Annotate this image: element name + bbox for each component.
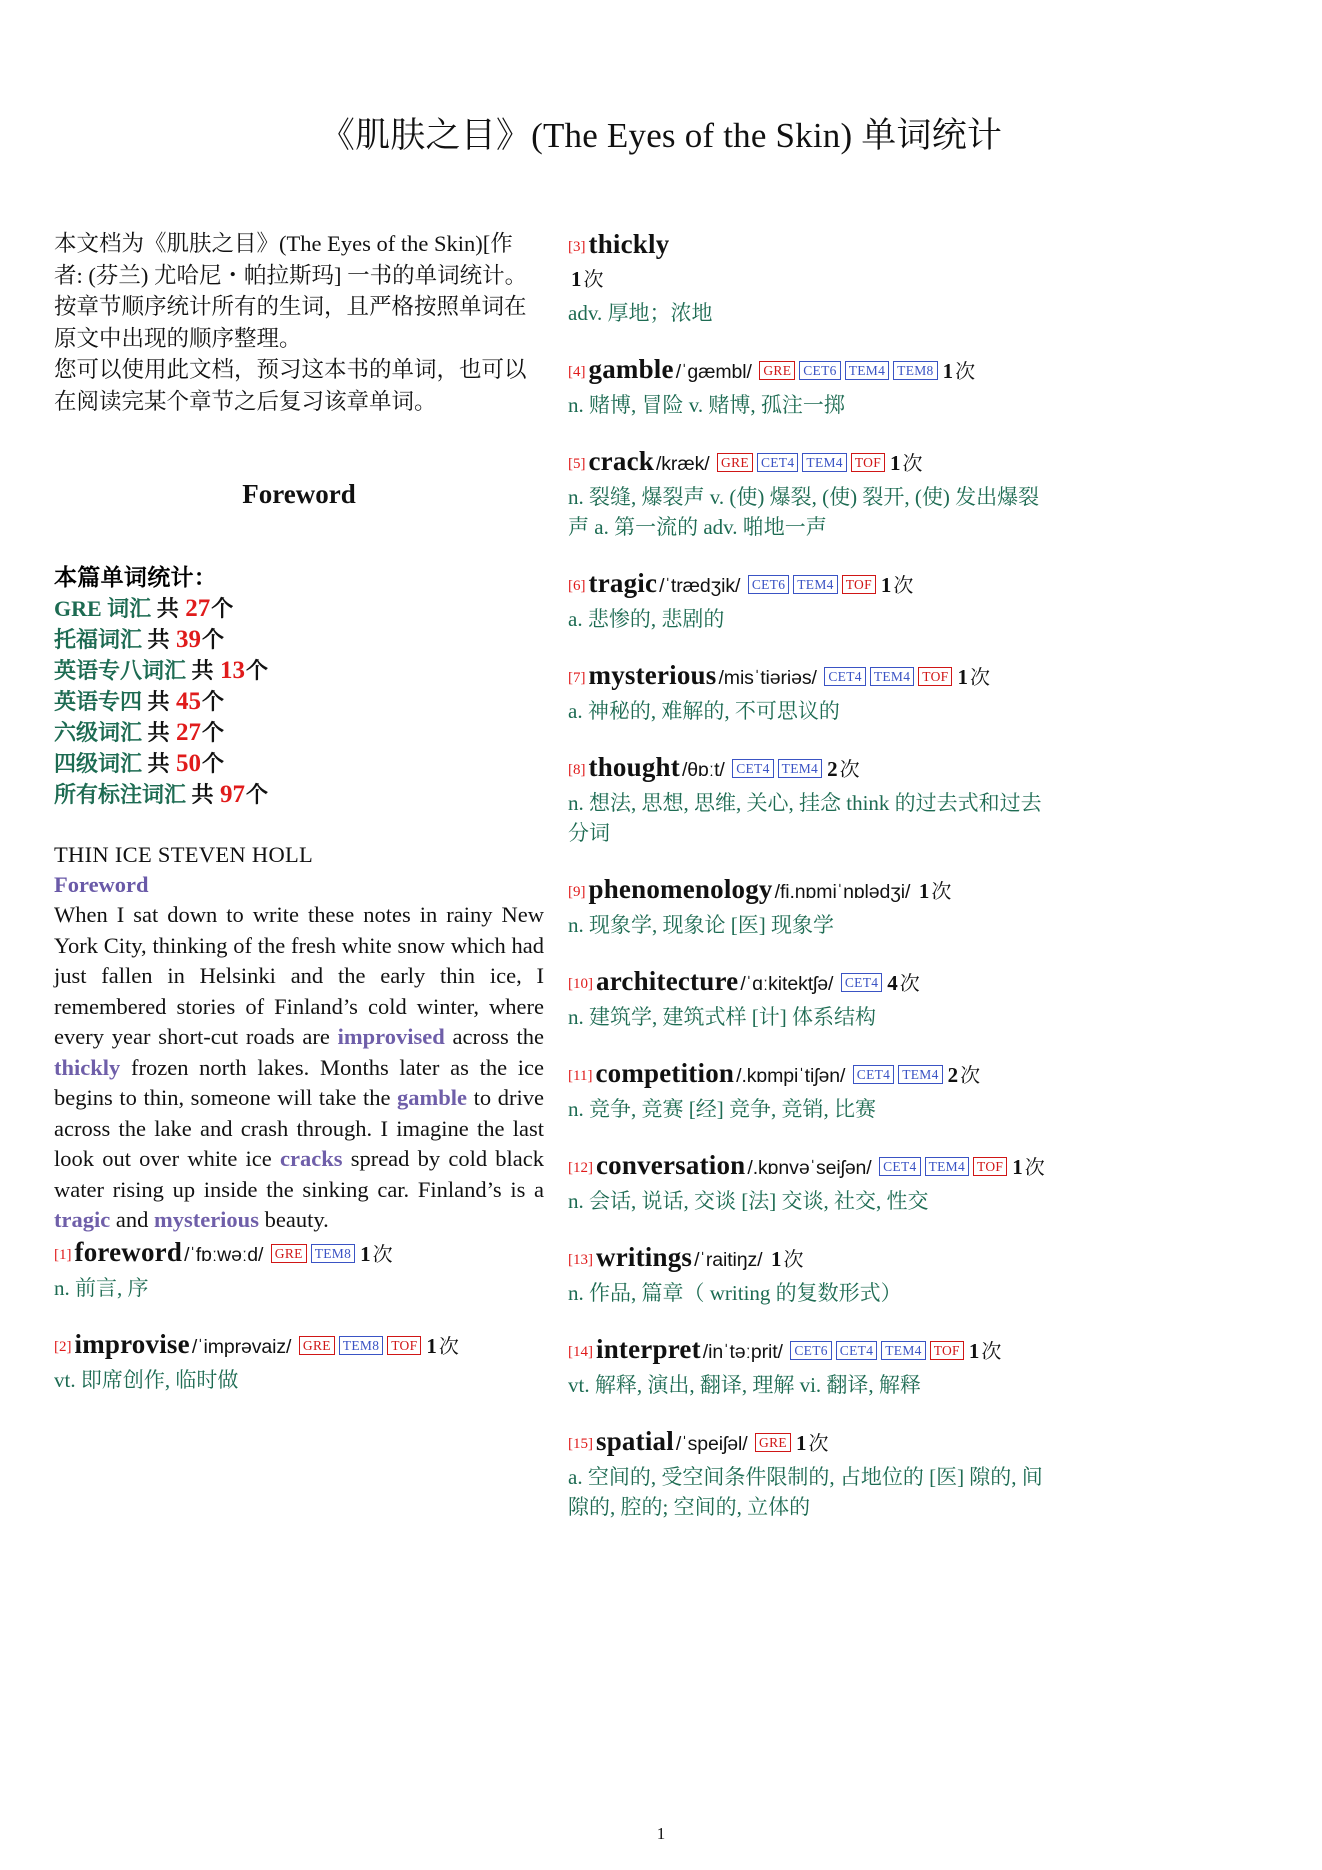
statistics-line [54, 748, 544, 779]
highlighted-word: tragic [54, 1207, 111, 1232]
entry-index: [11] [568, 1068, 593, 1084]
entry-count-row [568, 263, 1058, 296]
dictionary-entry [54, 1236, 544, 1303]
entry-occurrence-count: 1 [571, 267, 582, 291]
entry-headword: architecture [596, 966, 739, 996]
level-badge: GRE [717, 453, 753, 472]
statistics-unit: 个 [202, 751, 225, 776]
entry-header [568, 873, 1058, 908]
level-badge: TEM8 [311, 1244, 355, 1263]
entry-headword: crack [588, 446, 654, 476]
entry-pronunciation: /.kɒmpiˈtiʃən/ [736, 1065, 846, 1087]
intro-line-6: 在阅读完某个章节之后复习该章单词。 [54, 388, 437, 414]
entry-occurrence-unit: 次 [899, 973, 920, 995]
dictionary-entry [54, 1328, 544, 1395]
entry-headword: spatial [596, 1426, 674, 1456]
statistics-label: 英语专四 [54, 689, 143, 714]
intro-line-2: 者: (芬兰) 尤哈尼・帕拉斯玛] 一书的单词统计。 [54, 262, 528, 288]
statistics-count: 27 [185, 595, 211, 622]
paragraph-text: and [110, 1207, 154, 1232]
highlighted-word: improvised [337, 1024, 445, 1049]
entry-occurrence-unit: 次 [1024, 1157, 1045, 1179]
entry-pronunciation: /kræk/ [655, 453, 710, 475]
dictionary-entry [568, 659, 1058, 726]
dictionary-entry [568, 751, 1058, 848]
statistics-label: 四级词汇 [54, 751, 143, 776]
entry-occurrence-unit: 次 [839, 759, 860, 781]
entry-headword: mysterious [588, 660, 717, 690]
level-badge: CET4 [824, 667, 865, 686]
entry-occurrence-unit: 次 [372, 1243, 393, 1266]
entry-header [568, 228, 1058, 263]
statistics-connector: 共 [147, 627, 170, 652]
statistics-label: GRE 词汇 [54, 596, 152, 621]
level-badge: CET4 [836, 1341, 877, 1360]
level-badge: TEM4 [845, 361, 889, 380]
entry-definition: n. 赌博, 冒险 v. 赌博, 孤注一掷 [568, 393, 845, 417]
entry-occurrence-count: 1 [770, 1247, 782, 1271]
paragraph-text: When I sat down to write these notes in rainy New York City, thinking of the fresh white snow which had just fallen in Helsinki and the early thin ice, I remembered stories of Finland’s cold winter, where every year short-cut roads are [54, 902, 544, 1049]
level-badge: TEM4 [778, 759, 822, 778]
statistics-count: 13 [220, 657, 246, 684]
statistics-list [54, 593, 544, 810]
entry-headword: conversation [596, 1150, 746, 1180]
entry-definition: n. 竞争, 竞赛 [经] 竞争, 竞销, 比赛 [568, 1097, 876, 1121]
source-title: THIN ICE STEVEN HOLL [54, 842, 314, 867]
statistics-block [54, 562, 544, 810]
entry-occurrence-count: 1 [360, 1241, 371, 1266]
statistics-unit: 个 [202, 627, 225, 652]
dictionary-entry [568, 567, 1058, 634]
level-badge: TEM4 [881, 1341, 925, 1360]
entry-pronunciation: /fi.nɒmiˈnɒlədʒi/ [774, 881, 911, 903]
entry-definition: n. 建筑学, 建筑式样 [计] 体系结构 [568, 1005, 876, 1029]
entry-index: [4] [568, 364, 586, 380]
intro-line-4: 原文中出现的顺序整理。 [54, 325, 302, 351]
page-number: 1 [656, 1824, 666, 1843]
intro-line-3: 按章节顺序统计所有的生词，且严格按照单词在 [54, 294, 527, 319]
page-title: 《肌肤之目》(The Eyes of the Skin) 单词统计 [319, 116, 1003, 155]
entry-definition: a. 空间的, 受空间条件限制的, 占地位的 [医] 隙的, 间隙的, 腔的; 空间的, 立体的 [568, 1465, 1043, 1519]
entry-definition: n. 会话, 说话, 交谈 [法] 交谈, 社交, 性交 [568, 1189, 929, 1213]
entry-headword: interpret [596, 1334, 701, 1364]
statistics-connector: 共 [147, 751, 170, 776]
level-badge: TEM4 [925, 1157, 969, 1176]
entry-header [568, 1149, 1058, 1184]
entry-occurrence-count: 4 [887, 971, 898, 995]
entry-pronunciation: /ˈimprəvaiz/ [191, 1335, 292, 1358]
statistics-line [54, 779, 544, 810]
entry-pronunciation: /inˈtəːprit/ [702, 1341, 783, 1363]
dictionary-entry [568, 1425, 1058, 1522]
level-badge: CET6 [790, 1341, 831, 1360]
entry-index: [10] [568, 976, 593, 992]
entry-occurrence-count: 1 [795, 1431, 807, 1455]
entry-headword: foreword [74, 1236, 183, 1267]
dictionary-entry [568, 353, 1058, 420]
entry-pronunciation: /ˈtrædʒik/ [659, 575, 741, 597]
dictionary-entry [568, 228, 1058, 328]
statistics-unit: 个 [246, 782, 269, 807]
level-badge: CET4 [853, 1065, 894, 1084]
statistics-connector: 共 [147, 720, 170, 745]
source-subheading: Foreword [54, 872, 149, 897]
entry-pronunciation: /ˈfɒːwəːd/ [184, 1243, 264, 1266]
entry-list-right [568, 228, 1058, 1522]
entry-index: [1] [54, 1246, 72, 1263]
entry-header [568, 353, 1058, 388]
statistics-unit: 个 [202, 720, 225, 745]
entry-definition: a. 悲惨的, 悲剧的 [568, 607, 725, 631]
statistics-title: 本篇单词统计： [54, 565, 218, 590]
entry-occurrence-count: 1 [426, 1333, 437, 1358]
statistics-label: 英语专八词汇 [54, 658, 187, 683]
entry-occurrence-count: 2 [827, 757, 838, 781]
level-badge: TOF [918, 667, 952, 686]
entry-header [568, 1241, 1058, 1276]
entry-headword: gamble [588, 354, 674, 384]
statistics-unit: 个 [246, 658, 269, 683]
entry-definition: vt. 解释, 演出, 翻译, 理解 vi. 翻译, 解释 [568, 1373, 921, 1397]
entry-occurrence-unit: 次 [438, 1335, 459, 1358]
paragraph-text: frozen north lakes. Months later as the ice begins to thin, someone will take the [54, 1054, 544, 1110]
entry-headword: improvise [74, 1328, 190, 1359]
dictionary-entry [568, 445, 1058, 542]
entry-pronunciation: /.kɒnvəˈseiʃən/ [747, 1157, 872, 1179]
entry-pronunciation: /ˈgæmbl/ [675, 361, 752, 383]
level-badge: CET6 [748, 575, 789, 594]
entry-header [568, 1057, 1058, 1092]
entry-index: [5] [568, 456, 586, 472]
entry-header [54, 1328, 544, 1363]
statistics-connector: 共 [147, 689, 170, 714]
statistics-count: 39 [176, 626, 202, 653]
statistics-line [54, 593, 544, 624]
entry-definition: n. 作品, 篇章（ writing 的复数形式） [568, 1281, 902, 1305]
entry-index: [7] [568, 670, 586, 686]
section-heading: Foreword [242, 479, 356, 509]
entry-pronunciation: /misˈtiəriəs/ [718, 667, 817, 689]
entry-header [568, 751, 1058, 786]
paragraph-text: beauty. [258, 1207, 329, 1232]
level-badge: TOF [387, 1336, 421, 1355]
entry-header [54, 1236, 544, 1271]
two-column-layout [54, 228, 1276, 1810]
entry-header [568, 659, 1058, 694]
level-badge: TOF [930, 1341, 964, 1360]
intro-line-5: 您可以使用此文档，预习这本书的单词，也可以 [54, 357, 527, 382]
entry-occurrence-unit: 次 [583, 269, 604, 291]
entry-index: [13] [568, 1252, 593, 1268]
entry-index: [14] [568, 1344, 593, 1360]
level-badge: CET4 [879, 1157, 920, 1176]
highlighted-word: mysterious [153, 1207, 259, 1232]
paragraph-text: across the [444, 1024, 544, 1049]
entry-index: [6] [568, 578, 586, 594]
entry-occurrence-count: 2 [947, 1063, 959, 1087]
level-badge: TEM4 [898, 1065, 942, 1084]
left-column [54, 228, 544, 1810]
statistics-unit: 个 [202, 689, 225, 714]
paragraph-text: to drive across the lake and crash through. I imagine the last look out over white ice [54, 1085, 544, 1171]
statistics-count: 45 [176, 688, 202, 715]
intro-paragraph [54, 228, 544, 417]
statistics-label: 所有标注词汇 [54, 782, 187, 807]
level-badge: TEM4 [870, 667, 914, 686]
dictionary-entry [568, 1057, 1058, 1124]
entry-occurrence-unit: 次 [893, 575, 914, 597]
entry-headword: thought [588, 752, 680, 782]
level-badge: CET4 [841, 973, 882, 992]
entry-index: [2] [54, 1338, 72, 1355]
entry-pronunciation: /θɒːt/ [681, 759, 725, 781]
entry-occurrence-count: 1 [890, 451, 901, 475]
statistics-line [54, 655, 544, 686]
entry-header [568, 445, 1058, 480]
entry-headword: writings [596, 1242, 693, 1272]
level-badge: CET6 [799, 361, 840, 380]
entry-pronunciation: /ˈɑːkitektʃə/ [740, 973, 834, 995]
entry-definition: n. 裂缝, 爆裂声 v. (使) 爆裂, (使) 裂开, (使) 发出爆裂声 a. 第一流的 adv. 啪地一声 [568, 485, 1040, 539]
level-badge: GRE [299, 1336, 335, 1355]
level-badge: GRE [755, 1433, 791, 1452]
statistics-connector: 共 [191, 782, 214, 807]
entry-occurrence-unit: 次 [783, 1249, 804, 1271]
entry-definition: n. 前言, 序 [54, 1275, 149, 1300]
entry-index: [9] [568, 884, 586, 900]
dictionary-entry [568, 1241, 1058, 1308]
dictionary-entry [568, 873, 1058, 940]
entry-definition: a. 神秘的, 难解的, 不可思议的 [568, 699, 840, 723]
entry-pronunciation: /ˈraitiŋz/ [694, 1249, 763, 1271]
statistics-line [54, 624, 544, 655]
entry-occurrence-unit: 次 [902, 453, 923, 475]
entry-index: [15] [568, 1436, 593, 1452]
entry-list-left [54, 1236, 544, 1395]
level-badge: TEM4 [793, 575, 837, 594]
dictionary-entry [568, 1149, 1058, 1216]
entry-pronunciation: /ˈspeiʃəl/ [675, 1433, 748, 1455]
dictionary-entry [568, 1333, 1058, 1400]
intro-line-1: 本文档为《肌肤之目》(The Eyes of the Skin)[作 [54, 231, 513, 256]
level-badge: GRE [271, 1244, 307, 1263]
level-badge: CET4 [757, 453, 798, 472]
statistics-connector: 共 [156, 596, 179, 621]
entry-index: [8] [568, 762, 586, 778]
entry-header [568, 965, 1058, 1000]
entry-occurrence-count: 1 [880, 573, 892, 597]
entry-index: [12] [568, 1160, 593, 1176]
entry-occurrence-count: 1 [968, 1339, 980, 1363]
entry-header [568, 1425, 1058, 1460]
entry-header [568, 1333, 1058, 1368]
statistics-label: 六级词汇 [54, 720, 143, 745]
level-badge: TOF [851, 453, 885, 472]
statistics-line [54, 717, 544, 748]
statistics-connector: 共 [191, 658, 214, 683]
statistics-unit: 个 [211, 596, 234, 621]
entry-occurrence-unit: 次 [969, 667, 990, 689]
entry-occurrence-unit: 次 [955, 361, 976, 383]
level-badge: CET4 [732, 759, 773, 778]
level-badge: TOF [842, 575, 876, 594]
highlighted-word: cracks [280, 1146, 343, 1171]
statistics-label: 托福词汇 [54, 627, 143, 652]
entry-headword: tragic [588, 568, 658, 598]
entry-headword: competition [595, 1058, 735, 1088]
entry-occurrence-count: 1 [942, 359, 954, 383]
entry-definition: vt. 即席创作, 临时做 [54, 1367, 239, 1392]
level-badge: TOF [973, 1157, 1007, 1176]
entry-occurrence-unit: 次 [960, 1065, 981, 1087]
statistics-line [54, 686, 544, 717]
entry-definition: adv. 厚地；浓地 [568, 301, 713, 325]
statistics-count: 27 [176, 719, 202, 746]
right-column [568, 228, 1058, 1810]
level-badge: TEM8 [893, 361, 937, 380]
level-badge: TEM4 [802, 453, 846, 472]
highlighted-word: gamble [397, 1085, 468, 1110]
level-badge: TEM8 [339, 1336, 383, 1355]
statistics-count: 50 [176, 750, 202, 777]
highlighted-word: thickly [54, 1054, 121, 1080]
entry-occurrence-count: 1 [957, 665, 968, 689]
entry-headword: phenomenology [588, 874, 773, 904]
entry-occurrence-count: 1 [918, 879, 930, 903]
statistics-count: 97 [220, 781, 246, 808]
entry-occurrence-unit: 次 [808, 1433, 829, 1455]
source-paragraph [54, 900, 544, 1236]
entry-header [568, 567, 1058, 602]
entry-index: [3] [568, 239, 586, 255]
paragraph-text: spread by cold black water rising up inside the sinking car. Finland’s is a [54, 1146, 545, 1202]
entry-occurrence-unit: 次 [981, 1341, 1002, 1363]
dictionary-entry [568, 965, 1058, 1032]
level-badge: GRE [759, 361, 795, 380]
entry-occurrence-count: 1 [1012, 1155, 1023, 1179]
entry-definition: n. 想法, 思想, 思维, 关心, 挂念 think 的过去式和过去分词 [568, 791, 1042, 845]
entry-occurrence-unit: 次 [931, 881, 952, 903]
entry-headword: thickly [588, 229, 670, 259]
entry-definition: n. 现象学, 现象论 [医] 现象学 [568, 913, 834, 937]
